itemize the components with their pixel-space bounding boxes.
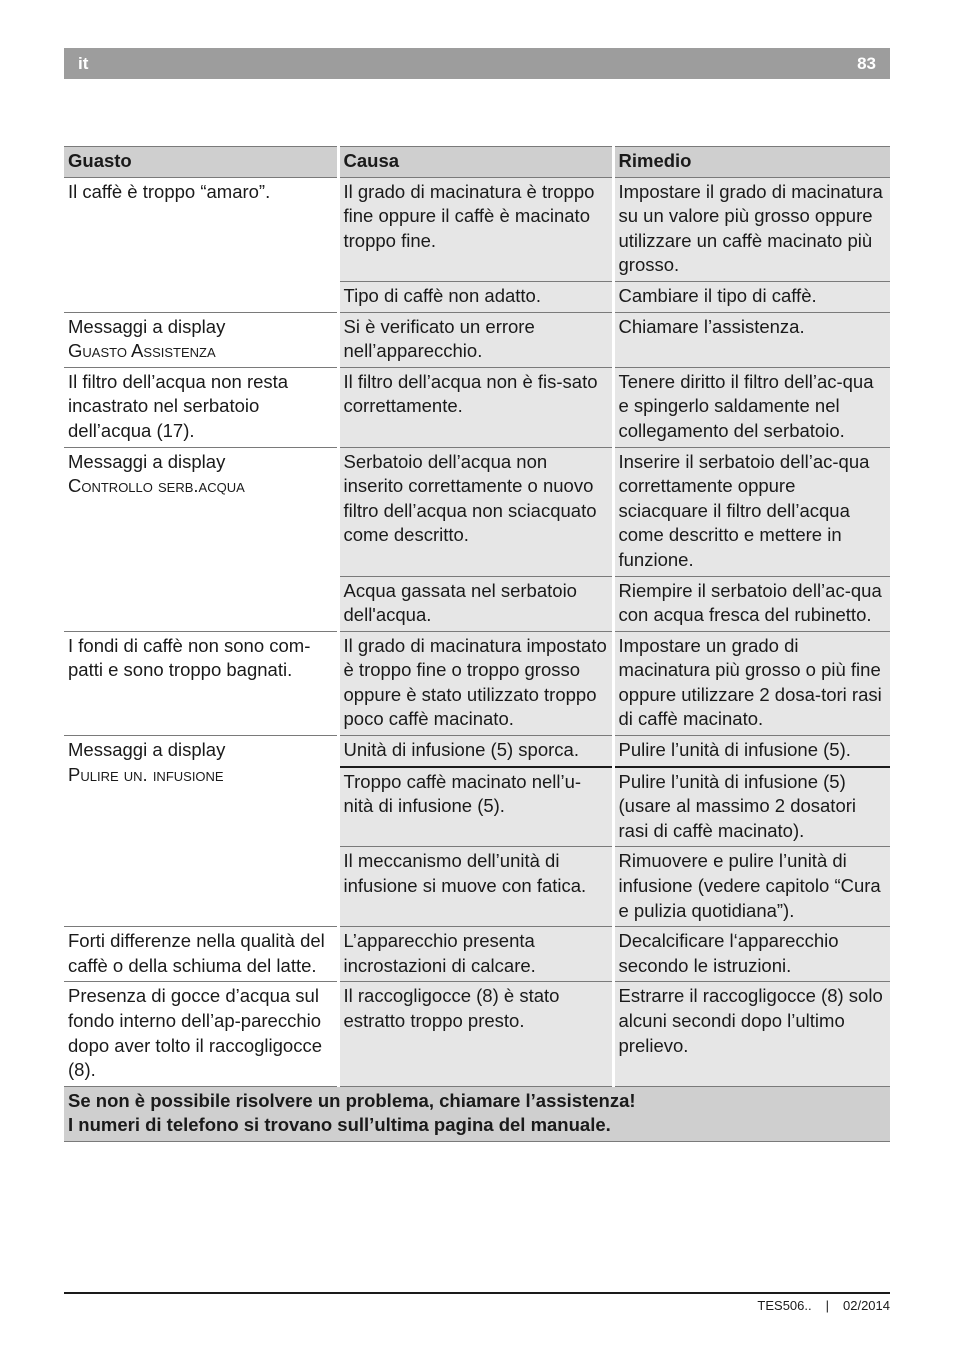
remedy-cell: Rimuovere e pulire l’unità di infusione (vedere capitolo “Cura e pulizia quotidiana”). — [613, 847, 890, 927]
page-header — [64, 48, 890, 79]
cause-cell: L’apparecchio presenta incrostazioni di calcare. — [338, 927, 613, 982]
page-footer — [757, 1298, 890, 1313]
cause-cell: Serbatoio dell’acqua non inserito correttamente o nuovo filtro dell’acqua non sciacquato come descritto. — [338, 447, 613, 576]
cause-cell: Tipo di caffè non adatto. — [338, 281, 613, 312]
cause-cell: Il raccogligocce (8) è stato estratto troppo presto. — [338, 982, 613, 1086]
cause-cell: Si è verificato un errore nell’apparecchio. — [338, 312, 613, 367]
fault-cell — [64, 177, 338, 312]
fault-cell — [64, 736, 338, 927]
footer-divider — [64, 1292, 890, 1294]
table-header-row — [64, 147, 890, 178]
fault-text: Forti differenze nella qualità del caffè o della schiuma del latte. — [68, 930, 325, 976]
remedy-cell: Tenere diritto il filtro dell’ac-qua e spingerlo saldamente nel collegamento del serbatoio. — [613, 367, 890, 447]
remedy-cell: Riempire il serbatoio dell’ac-qua con acqua fresca del rubinetto. — [613, 576, 890, 631]
table-row — [64, 312, 890, 367]
fault-text: Messaggi a display — [68, 315, 226, 337]
cause-cell: Il meccanismo dell’unità di infusione si muove con fatica. — [338, 847, 613, 927]
remedy-cell: Estrarre il raccogligocce (8) solo alcuni secondi dopo l’ultimo prelievo. — [613, 982, 890, 1086]
troubleshooting-table — [64, 146, 890, 1142]
remedy-cell: Impostare un grado di macinatura più grosso o più fine oppure utilizzare 2 dosa-tori rasi di caffè macinato. — [613, 631, 890, 735]
fault-cell — [64, 312, 338, 367]
remedy-cell: Cambiare il tipo di caffè. — [613, 281, 890, 312]
remedy-cell: Decalcificare l‘apparecchio secondo le istruzioni. — [613, 927, 890, 982]
table-row — [64, 982, 890, 1086]
table-row — [64, 927, 890, 982]
remedy-cell: Inserire il serbatoio dell’ac-qua correttamente oppure sciacquare il filtro dell’acqua come descritto e mettere in funzione. — [613, 447, 890, 576]
assistance-note-line-1: Se non è possibile risolvere un problema, chiamare l’assistenza! — [68, 1089, 636, 1111]
assistance-note — [64, 1086, 890, 1141]
display-message: Guasto Assistenza — [68, 340, 216, 362]
fault-cell — [64, 447, 338, 631]
fault-text: Presenza di gocce d’acqua sul fondo interno dell’ap-parecchio dopo aver tolto il raccogligocce (8). — [68, 985, 323, 1081]
fault-text: Messaggi a display — [68, 450, 226, 472]
fault-text: I fondi di caffè non sono com-patti e sono troppo bagnati. — [68, 634, 311, 681]
fault-cell — [64, 631, 338, 735]
fault-cell — [64, 367, 338, 447]
display-message: Pulire un. infusione — [68, 763, 224, 785]
display-message: Controllo serb.acqua — [68, 475, 245, 497]
fault-text: Il filtro dell’acqua non resta incastrato nel serbatoio dell’acqua (17). — [68, 370, 289, 441]
fault-cell — [64, 982, 338, 1086]
column-header-remedy: Rimedio — [613, 147, 890, 178]
remedy-cell: Chiamare l’assistenza. — [613, 312, 890, 367]
table-row — [64, 631, 890, 735]
cause-cell: Acqua gassata nel serbatoio dell'acqua. — [338, 576, 613, 631]
column-header-fault: Guasto — [64, 147, 338, 178]
fault-cell — [64, 927, 338, 982]
language-code: it — [78, 54, 89, 73]
fault-text: Il caffè è troppo “amaro”. — [68, 180, 271, 202]
table-row — [64, 177, 890, 281]
remedy-cell: Pulire l’unità di infusione (5) (usare al massimo 2 dosatori rasi di caffè macinato). — [613, 767, 890, 847]
footer-separator: | — [825, 1298, 829, 1313]
model-number: TES506.. — [757, 1298, 812, 1313]
table-row — [64, 367, 890, 447]
cause-cell: Troppo caffè macinato nell’u-nità di infusione (5). — [338, 767, 613, 847]
cause-cell: Il grado di macinatura è troppo fine oppure il caffè è macinato troppo fine. — [338, 177, 613, 281]
remedy-cell: Pulire l’unità di infusione (5). — [613, 736, 890, 767]
remedy-cell: Impostare il grado di macinatura su un valore più grosso oppure utilizzare un caffè macinato più grosso. — [613, 177, 890, 281]
cause-cell: Il grado di macinatura impostato è troppo fine o troppo grosso oppure è stato utilizzato troppo poco caffè macinato. — [338, 631, 613, 735]
cause-cell: Il filtro dell’acqua non è fis-sato correttamente. — [338, 367, 613, 447]
table-footer-row — [64, 1086, 890, 1141]
assistance-note-line-2: I numeri di telefono si trovano sull’ultima pagina del manuale. — [68, 1114, 611, 1136]
page-number: 83 — [857, 54, 876, 73]
table-row — [64, 447, 890, 576]
edition-date: 02/2014 — [843, 1298, 890, 1313]
fault-text: Messaggi a display — [68, 739, 226, 761]
cause-cell: Unità di infusione (5) sporca. — [338, 736, 613, 767]
table-row — [64, 736, 890, 767]
column-header-cause: Causa — [338, 147, 613, 178]
